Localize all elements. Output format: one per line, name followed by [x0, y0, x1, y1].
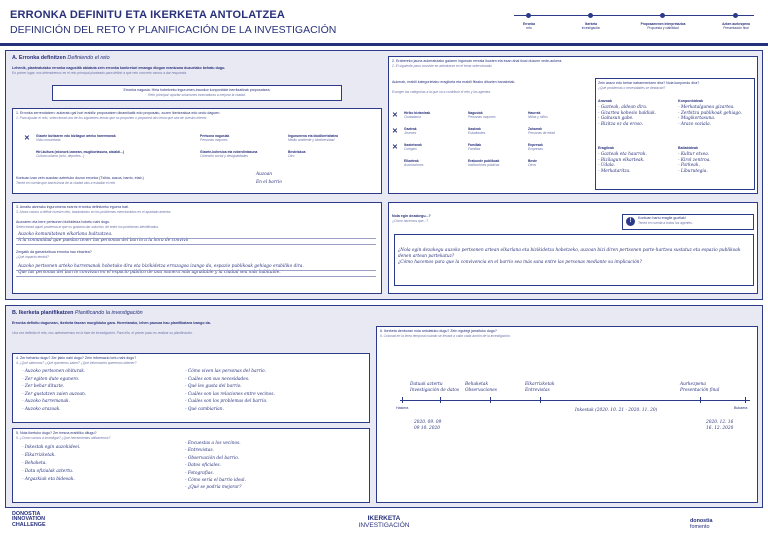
- question-6-box: [376, 326, 758, 503]
- tools-list-es[interactable]: - Encuestas a los vecinos. - Entrevistas. - Observación del barrio. - Datos oficiales. - Fotografías. - Cómo sería el barrio ideal. - ¿Qué se podría mejorar?: [185, 441, 246, 491]
- agents-list[interactable]: - Gazteak eta haurrak. - Bizilagun elkarteak. - Udala. - Merkataritza.: [598, 152, 647, 174]
- option-cohesion[interactable]: Gizarte-kohesioa eta ezberdintasuna Cohesión social y desigualdades: [200, 150, 258, 158]
- option-urban-culture[interactable]: Hiri-kultura (edonork izanean, mugikortasuna, aisialdi...) Cultura urbana (ocio, deportes...): [36, 150, 124, 158]
- logo-donostia: donostia fomento: [690, 518, 713, 530]
- logo-challenge: DONOSTIA INNOVATION CHALLENGE: [12, 511, 46, 528]
- end-dates[interactable]: 2020. 12. 16 16. 12. 2020: [706, 420, 734, 432]
- category-item[interactable]: Gazteak Jóvenes: [404, 127, 417, 135]
- tools-list[interactable]: - Inkestak egin auzokideei. - Elkarrizketak. - Behaketa. - Datu ofizialak aztertu. - Argazkiak eta bideoak.: [22, 445, 81, 482]
- selected-check-icon[interactable]: ✕: [24, 135, 30, 142]
- neighbourhood-question: Kontuan izan zein auzotan aztertuko duzun erronka (Txikia, auzoa, barrio, etab.): [16, 176, 144, 180]
- timeline-item[interactable]: Aurkezpena Presentación final: [680, 382, 720, 394]
- category-item[interactable]: Zaharrak Personas de edad: [528, 127, 555, 135]
- category-item[interactable]: Elkarteak Asociaciones: [404, 159, 424, 167]
- question-3: 3. Amaitu atzerako ingurumena ezarriz erronka definitzeko egoera bati.: [16, 205, 129, 209]
- info-icon: !: [626, 217, 635, 226]
- step-3: Proposamenen interpretazioa: [640, 22, 686, 26]
- step-1: Erronka: [522, 22, 536, 26]
- want-to-know-list[interactable]: - Cómo viven las personas del barrio. - Cuáles son sus necesidades. - Qué les gusta del barrio. - Cuáles son las relaciones entre vecinos. - Cuáles son los problemas del barrio. - Qué cambiarían.: [185, 369, 275, 412]
- category-item[interactable]: Enpresak Empresas: [528, 143, 543, 151]
- header-divider: [0, 43, 768, 46]
- question-4: 4. Zer beharko dugu? Zer jakin nahi dugu? Zein informazio lortu nahi dugu?: [16, 356, 137, 360]
- option-other[interactable]: Bestelakoa Otro: [288, 150, 306, 158]
- category-item[interactable]: Haurrak Niñas y niños: [528, 111, 548, 119]
- how-might-we-answer[interactable]: ¿Nola egin dezakegu auzoko pertsonen artean elkarlana eta bizikidetza hobetzeko, auzoan bizi diren pertsonen parte-hartzea sustatuz eta espazio publikoak denen artean partekatuz? ¿Cómo hacemos para que la convivencia en el barrio sea más sana entre las personas mediante su implicación?: [398, 248, 741, 265]
- category-item[interactable]: Hiriko biztanleak Ciudadanía: [404, 111, 431, 119]
- section-a-heading: A. Erronka definitzen Definiendo el reto: [12, 55, 110, 61]
- timeline-item[interactable]: Datuak aztertu Investigación de datos: [410, 382, 460, 394]
- category-item[interactable]: Beste Otros: [528, 159, 537, 167]
- option-community[interactable]: Gizarte bizitzaren edo bizilagun arteko harremanak Vida comunitaria: [36, 134, 116, 142]
- timeline-start: Hasiera: [396, 406, 409, 410]
- intro-text: Lehenik, planteatutako erronka nagusitik abiatuta zein erronka konkreturi emango diogun erantzuna duzuelako behatu dugu.: [12, 66, 226, 70]
- intro-text-es: En primer lugar, nos detendremos en el reto principal planteado para definir a qué reto concreto vamos a dar respuesta.: [12, 71, 188, 75]
- timeline: [400, 400, 750, 401]
- timeline-item[interactable]: Elkarrizketak Entrevistas: [525, 382, 555, 394]
- question-2: 2. Erabereko jauna aukeratutako gaiaren inguruan erreala ikusten eta esan ahal ikusi duzuen xede-aukera.: [392, 59, 563, 63]
- option-elderly[interactable]: Pertsona nagusiak Personas mayores: [200, 134, 230, 142]
- page-subtitle: DEFINICIÓN DEL RETO Y PLANIFICACIÓN DE LA INVESTIGACIÓN: [10, 24, 337, 36]
- timeline-item[interactable]: Behaketak Observaciones: [465, 382, 497, 394]
- question-3-box: [12, 202, 382, 294]
- progress-steps: Erronka reto Ikerketa investigación Proposamenen interpretazioa Propuesta y viabilidad Azken aurkezpena Presentación final: [508, 9, 760, 39]
- category-item[interactable]: Ikasleak Estudiantes: [468, 127, 486, 135]
- category-item[interactable]: Familiak Familias: [468, 143, 482, 151]
- neighbourhood-answer[interactable]: Auzoan: [256, 172, 273, 177]
- impact-answer[interactable]: Auzoko pertsonen arteko harremanak hobetuko dira eta bizikidetza errazagoa izango da, espazio publikoak gehiago erabiliko dira. Que las personas del barrio convivan en el espacio público de una manera más agradable y la ciudad sea más habitable.: [18, 264, 304, 276]
- question-6: 6. Ikerketa denboran nola antolatuko dugu? Zein egutegi jarraituko dugu?: [380, 329, 497, 333]
- problems-list[interactable]: - Gazteak, aldean dira. - Gizartea kohesio baldiak. - Gaitasun gabe. - Bizitza ez da eroso.: [598, 105, 657, 127]
- option-environment[interactable]: Ingurumena eta biodibertsitatea Medio ambiente y biodiversidad: [288, 134, 339, 142]
- section-b-heading: B. Ikerketa planifikatzen Planificando la investigación: [12, 310, 143, 316]
- question-1: 1. Erronka zerrendatzen: aukeratu gai hori erabiliz proposatzen dinamikatik edo proposatu, zuzen ikertzeakoa edo ondo dagoen.: [16, 111, 221, 115]
- timeline-end: Bukaera: [734, 406, 748, 410]
- know-list[interactable]: - Auzoko pertsonen ohiturak. - Zer egiten dute egunero. - Zer behar dituzte. - Zer gustatzen zaien auzoan. - Auzoko harremanak. - Auzoko arazoak.: [22, 369, 87, 412]
- resources-list[interactable]: - Kultur etxea. - Kirol zentroa. - Parkeak. - Liburutegia.: [678, 152, 711, 174]
- category-item[interactable]: Ikastetxeak Colegios: [404, 143, 422, 151]
- category-item[interactable]: Erakunde publikoak Instituciones públicas: [468, 159, 500, 167]
- start-dates[interactable]: 2020. 09. 09 09 10. 2020: [414, 420, 442, 432]
- timeline-range[interactable]: Inkestak (2020. 10. 21 - 2020. 11. 20): [575, 408, 658, 413]
- question-5: 5. Nola ikertuko dugu? Zer tresna erabiliko ditugu?: [16, 431, 97, 435]
- step-4: Azken aurkezpena: [722, 22, 750, 26]
- page-title: ERRONKA DEFINITU ETA IKERKETA ANTOLATZEA: [10, 9, 286, 21]
- footer-title: IKERKETA INVESTIGACIÓN: [358, 515, 410, 529]
- solutions-list[interactable]: - Merkatalgunea gizartea. - Zerbitzu publikoak gehiago. - Mugikortasuna. - Arazo soziala.: [678, 105, 743, 127]
- category-item[interactable]: Nagusiak Personas mayores: [468, 111, 496, 119]
- problem-answer[interactable]: Auzoko komunitatean elkarlana bultzatzea. A la comunidad que puedan tener las personas del barrio a la hora de convivir: [18, 232, 190, 244]
- step-2: Ikerketa: [584, 22, 598, 26]
